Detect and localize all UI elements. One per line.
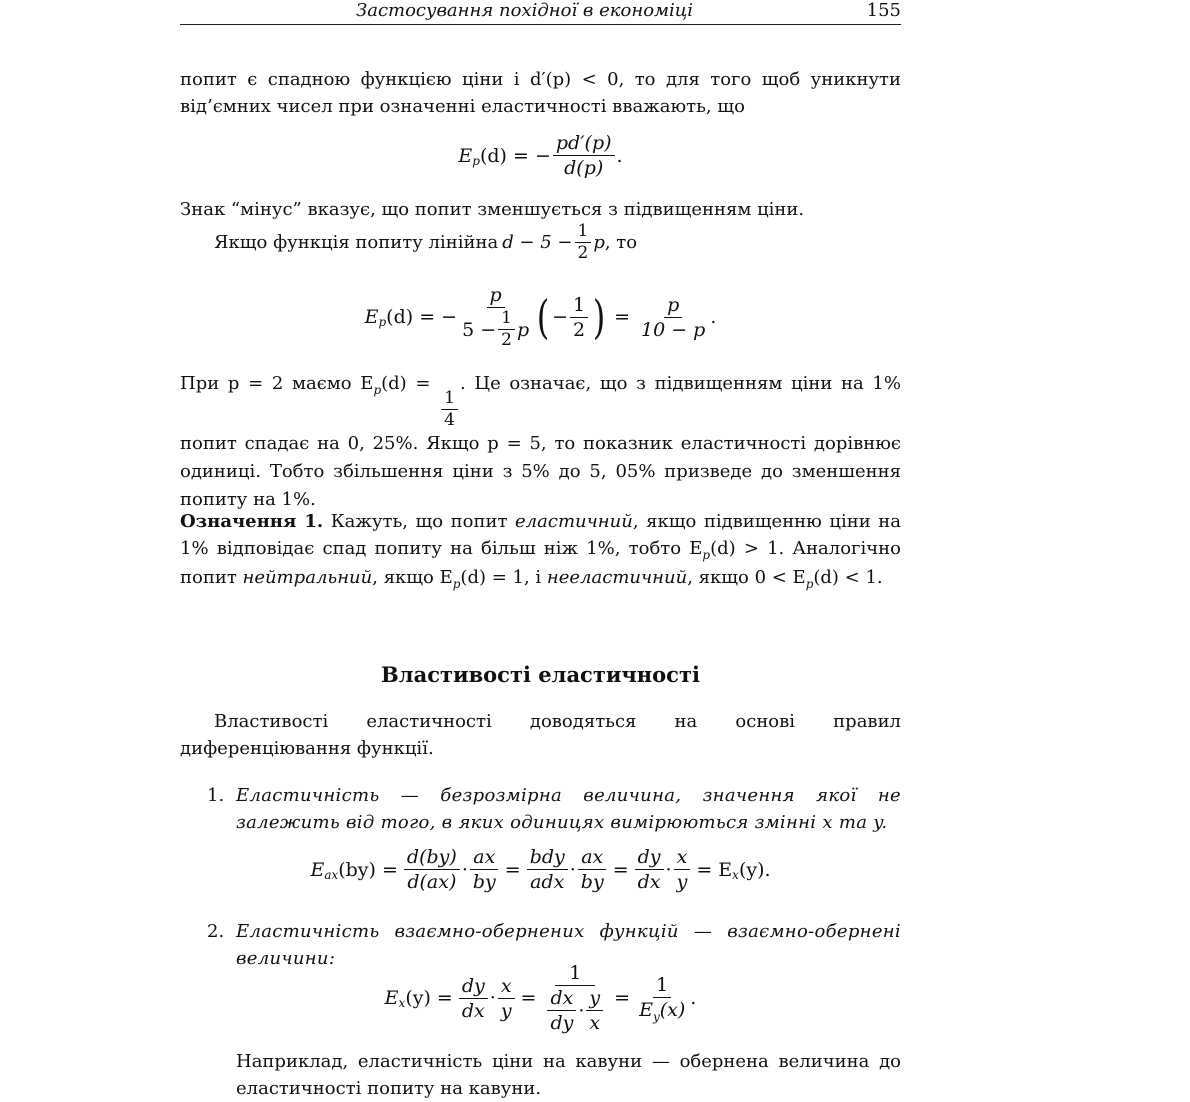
paragraph-linear-demand — [214, 222, 901, 263]
eq2-left-paren: ( — [536, 290, 550, 344]
para3-before: Якщо функція попиту лінійна — [214, 232, 499, 253]
para4-rest: . Це означає, що з підвищенням ціни на 1% попит спадає на 0, 25%. Якщо p = 5, то показник еластичності дорівнює одиниці. Тобто збільшення ціни з 5% до 5, 05% призведе до зменшення попиту на 1%. — [180, 373, 901, 510]
eq4-f2d: y — [500, 999, 512, 1022]
eq1-numerator: pd′(p) — [553, 132, 615, 156]
eq4-f3d-a-n: dx — [547, 987, 576, 1011]
eq3-f6d: y — [676, 871, 688, 893]
eq4-tail: . — [690, 987, 697, 1009]
eq1-lhs-sub: p — [472, 153, 480, 168]
eq1-lhs: E — [458, 144, 473, 167]
para4-fden: 4 — [444, 410, 455, 430]
list-item-2-text: Еластичність взаємно-обернених функцій — взаємно-обернені величини: — [236, 921, 901, 969]
eq2-lhs-sub: p — [378, 315, 387, 329]
definition-text-4: , якщо E — [372, 567, 453, 588]
eq3-f5n: dy — [635, 846, 664, 870]
eq2-den1-fden: 2 — [501, 330, 512, 350]
eq2-fraction-2 — [638, 294, 708, 341]
list-item-2-number: 2. — [207, 921, 225, 942]
paragraph-example-p2 — [180, 370, 901, 514]
section-title: Властивості еластичності — [381, 662, 700, 687]
eq4-frac-2 — [498, 975, 515, 1022]
para3-frac-den: 2 — [577, 243, 589, 263]
definition-sub-1: p — [702, 548, 711, 562]
page — [180, 0, 902, 1099]
eq3-f5d: dx — [637, 871, 661, 893]
eq3-rhs-arg: (y). — [738, 858, 771, 881]
eq3-frac-3 — [527, 846, 568, 893]
paragraph-demand-decreasing: попит є спадною функцією ціни і d′(p) < 0, то для того щоб уникнути від’ємних чисел при означенні еластичності вважають, що — [180, 69, 901, 117]
page-number: 155 — [866, 0, 901, 21]
eq2-paren-den: 2 — [573, 318, 586, 341]
eq3-frac-1 — [404, 846, 460, 893]
eq4-f4n: 1 — [653, 974, 671, 998]
para4-fraction — [441, 389, 458, 430]
eq4-f1d: dx — [461, 999, 485, 1022]
para4-fnum: 1 — [441, 389, 458, 410]
eq2-den1-frac — [498, 309, 515, 350]
eq4-lhs-arg: (y) = — [405, 987, 453, 1009]
eq3-lhs: E — [310, 858, 325, 881]
para4-mid: (d) = — [381, 373, 431, 394]
eq4-f2n: x — [498, 975, 515, 999]
eq2-paren-fraction — [570, 294, 588, 341]
list-item-1 — [207, 782, 901, 836]
eq4-f3d-a-d: dy — [550, 1012, 574, 1034]
eq4-frac-3 — [542, 962, 608, 1034]
header-title: Застосування похідної в економіці — [356, 0, 694, 21]
eq3-f3d: adx — [530, 871, 565, 893]
eq3-frac-4 — [578, 846, 607, 893]
eq3-f4d: by — [580, 871, 604, 893]
eq4-f3d-a — [547, 987, 576, 1034]
eq3-rhs: = E — [696, 858, 733, 881]
eq3-f1n: d(by) — [404, 846, 460, 870]
eq2-num1: p — [487, 284, 505, 308]
definition-sub-2: p — [452, 577, 461, 591]
eq4-f1n: dy — [459, 975, 488, 999]
eq4-f4d-arg: (x) — [659, 998, 686, 1021]
para3-fraction — [575, 222, 592, 263]
eq4-frac-1 — [459, 975, 488, 1022]
eq3-lhs-sub: ax — [324, 867, 339, 882]
eq4-f4d-sub: y — [652, 1009, 660, 1024]
eq4-frac-4 — [636, 974, 688, 1023]
definition-text-6: , якщо 0 < E — [687, 567, 806, 588]
definition-1 — [180, 508, 901, 593]
eq3-f4n: ax — [578, 846, 606, 870]
definition-text-7: (d) < 1. — [813, 567, 883, 588]
paragraph-watermelon-example: Наприклад, еластичність ціни на кавуни — обернена величина до еластичності попиту на кавуни. — [236, 1051, 901, 1099]
list-item-1-number: 1. — [207, 785, 225, 806]
eq3-f6n: x — [674, 846, 691, 870]
paragraph-minus-sign: Знак “мінус” вказує, що попит зменшується з підвищенням ціни. — [180, 199, 805, 220]
equation-elasticity-definition — [180, 132, 901, 179]
equation-inverse-functions: E x (y) = $\frac{dy}{dx}$ · $\frac{x}{y}$ = 1 $\frac{dx}{dy}$ · $\frac{y}{x}$ = $\frac{1}{E_y(x)}$ . — [384, 962, 697, 1034]
paragraph-properties-intro: Властивості еластичності доводяться на основі правил диференціювання функції. — [180, 711, 901, 759]
equation-linear-elasticity — [180, 284, 901, 350]
eq3-frac-2 — [470, 846, 499, 893]
eq2-den1 — [459, 308, 532, 350]
eq4-f4d-main: E — [639, 998, 653, 1021]
eq2-fraction-1 — [459, 284, 532, 350]
para4-sub: p — [373, 383, 382, 397]
eq4-f3d-b — [586, 987, 603, 1034]
eq4-f4d — [636, 998, 688, 1023]
eq2-paren-minus: − — [552, 306, 569, 328]
para3-expr: d − 5 − — [502, 232, 573, 253]
eq2-num2: p — [664, 294, 682, 318]
eq1-fraction — [553, 132, 615, 179]
term-neutral: нейтральний — [242, 567, 373, 588]
definition-label: Означення 1. — [180, 511, 324, 532]
para3-after: , то — [604, 232, 638, 253]
eq2-den1-a: 5 − — [462, 318, 497, 341]
eq4-lhs-sub: x — [398, 996, 406, 1010]
eq2-den1-fnum: 1 — [498, 309, 515, 330]
para3-var: p — [593, 232, 605, 253]
eq2-lhs-arg: (d) = − — [386, 306, 458, 328]
eq4-f3d-b-d: x — [589, 1012, 601, 1034]
eq2-paren-num: 1 — [570, 294, 588, 318]
running-header — [180, 0, 901, 25]
definition-sub-3: p — [805, 577, 814, 591]
eq3-frac-6 — [674, 846, 691, 893]
eq1-lhs-arg: (d) = − — [479, 144, 551, 167]
term-inelastic: нееластичний — [546, 567, 688, 588]
eq2-den1-var: p — [516, 318, 530, 341]
definition-text-1: Кажуть, що попит — [323, 511, 516, 532]
para3-frac-num: 1 — [575, 222, 592, 243]
eq1-tail: . — [616, 144, 623, 167]
eq4-f3d: $\frac{dx}{dy}$ · $\frac{y}{x}$ — [542, 986, 608, 1034]
eq4-lhs: E — [384, 987, 399, 1009]
eq3-f2n: ax — [470, 846, 498, 870]
definition-text-5: (d) = 1, і — [460, 567, 547, 588]
eq2-equals: = — [614, 306, 630, 328]
eq3-f1d: d(ax) — [407, 871, 457, 893]
eq3-rhs-sub: x — [732, 867, 739, 882]
eq2-lhs: E — [364, 306, 379, 328]
eq3-frac-5 — [635, 846, 664, 893]
list-item-1-text: Еластичність — безрозмірна величина, значення якої не залежить від того, в яких одиницях вимірюються змінні x та y. — [236, 785, 901, 833]
eq2-den2: 10 − p — [641, 318, 706, 341]
eq2-tail: . — [710, 306, 717, 328]
eq3-f2d: by — [472, 871, 496, 893]
eq4-f3n: 1 — [555, 962, 595, 986]
eq2-right-paren: ) — [592, 290, 606, 344]
term-elastic: еластичний — [515, 511, 633, 532]
definition-text-2: , якщо підвищенню ціни на 1% відповідає спад попиту на більш ніж 1%, тобто E — [180, 511, 902, 559]
equation-scale-invariance: E ax (by) = $\frac{d(by)}{d(ax)}$ · $\frac{ax}{by}$ = $\frac{\text{bdy}}{\text{adx}}$ · $\frac{ax}{by}$ = $\frac{dy}{dx}$ · $\frac{x}{y}$ = E x (y). — [310, 846, 771, 893]
definition-text-3: (d) > 1. Аналогічно попит — [180, 538, 901, 588]
eq3-f3n: bdy — [527, 846, 568, 870]
eq4-f3d-b-n: y — [586, 987, 603, 1011]
para4-start: При p = 2 маємо E — [180, 373, 374, 394]
eq1-denominator: d(p) — [564, 157, 604, 179]
eq3-lhs-arg: (by) = — [338, 858, 398, 881]
